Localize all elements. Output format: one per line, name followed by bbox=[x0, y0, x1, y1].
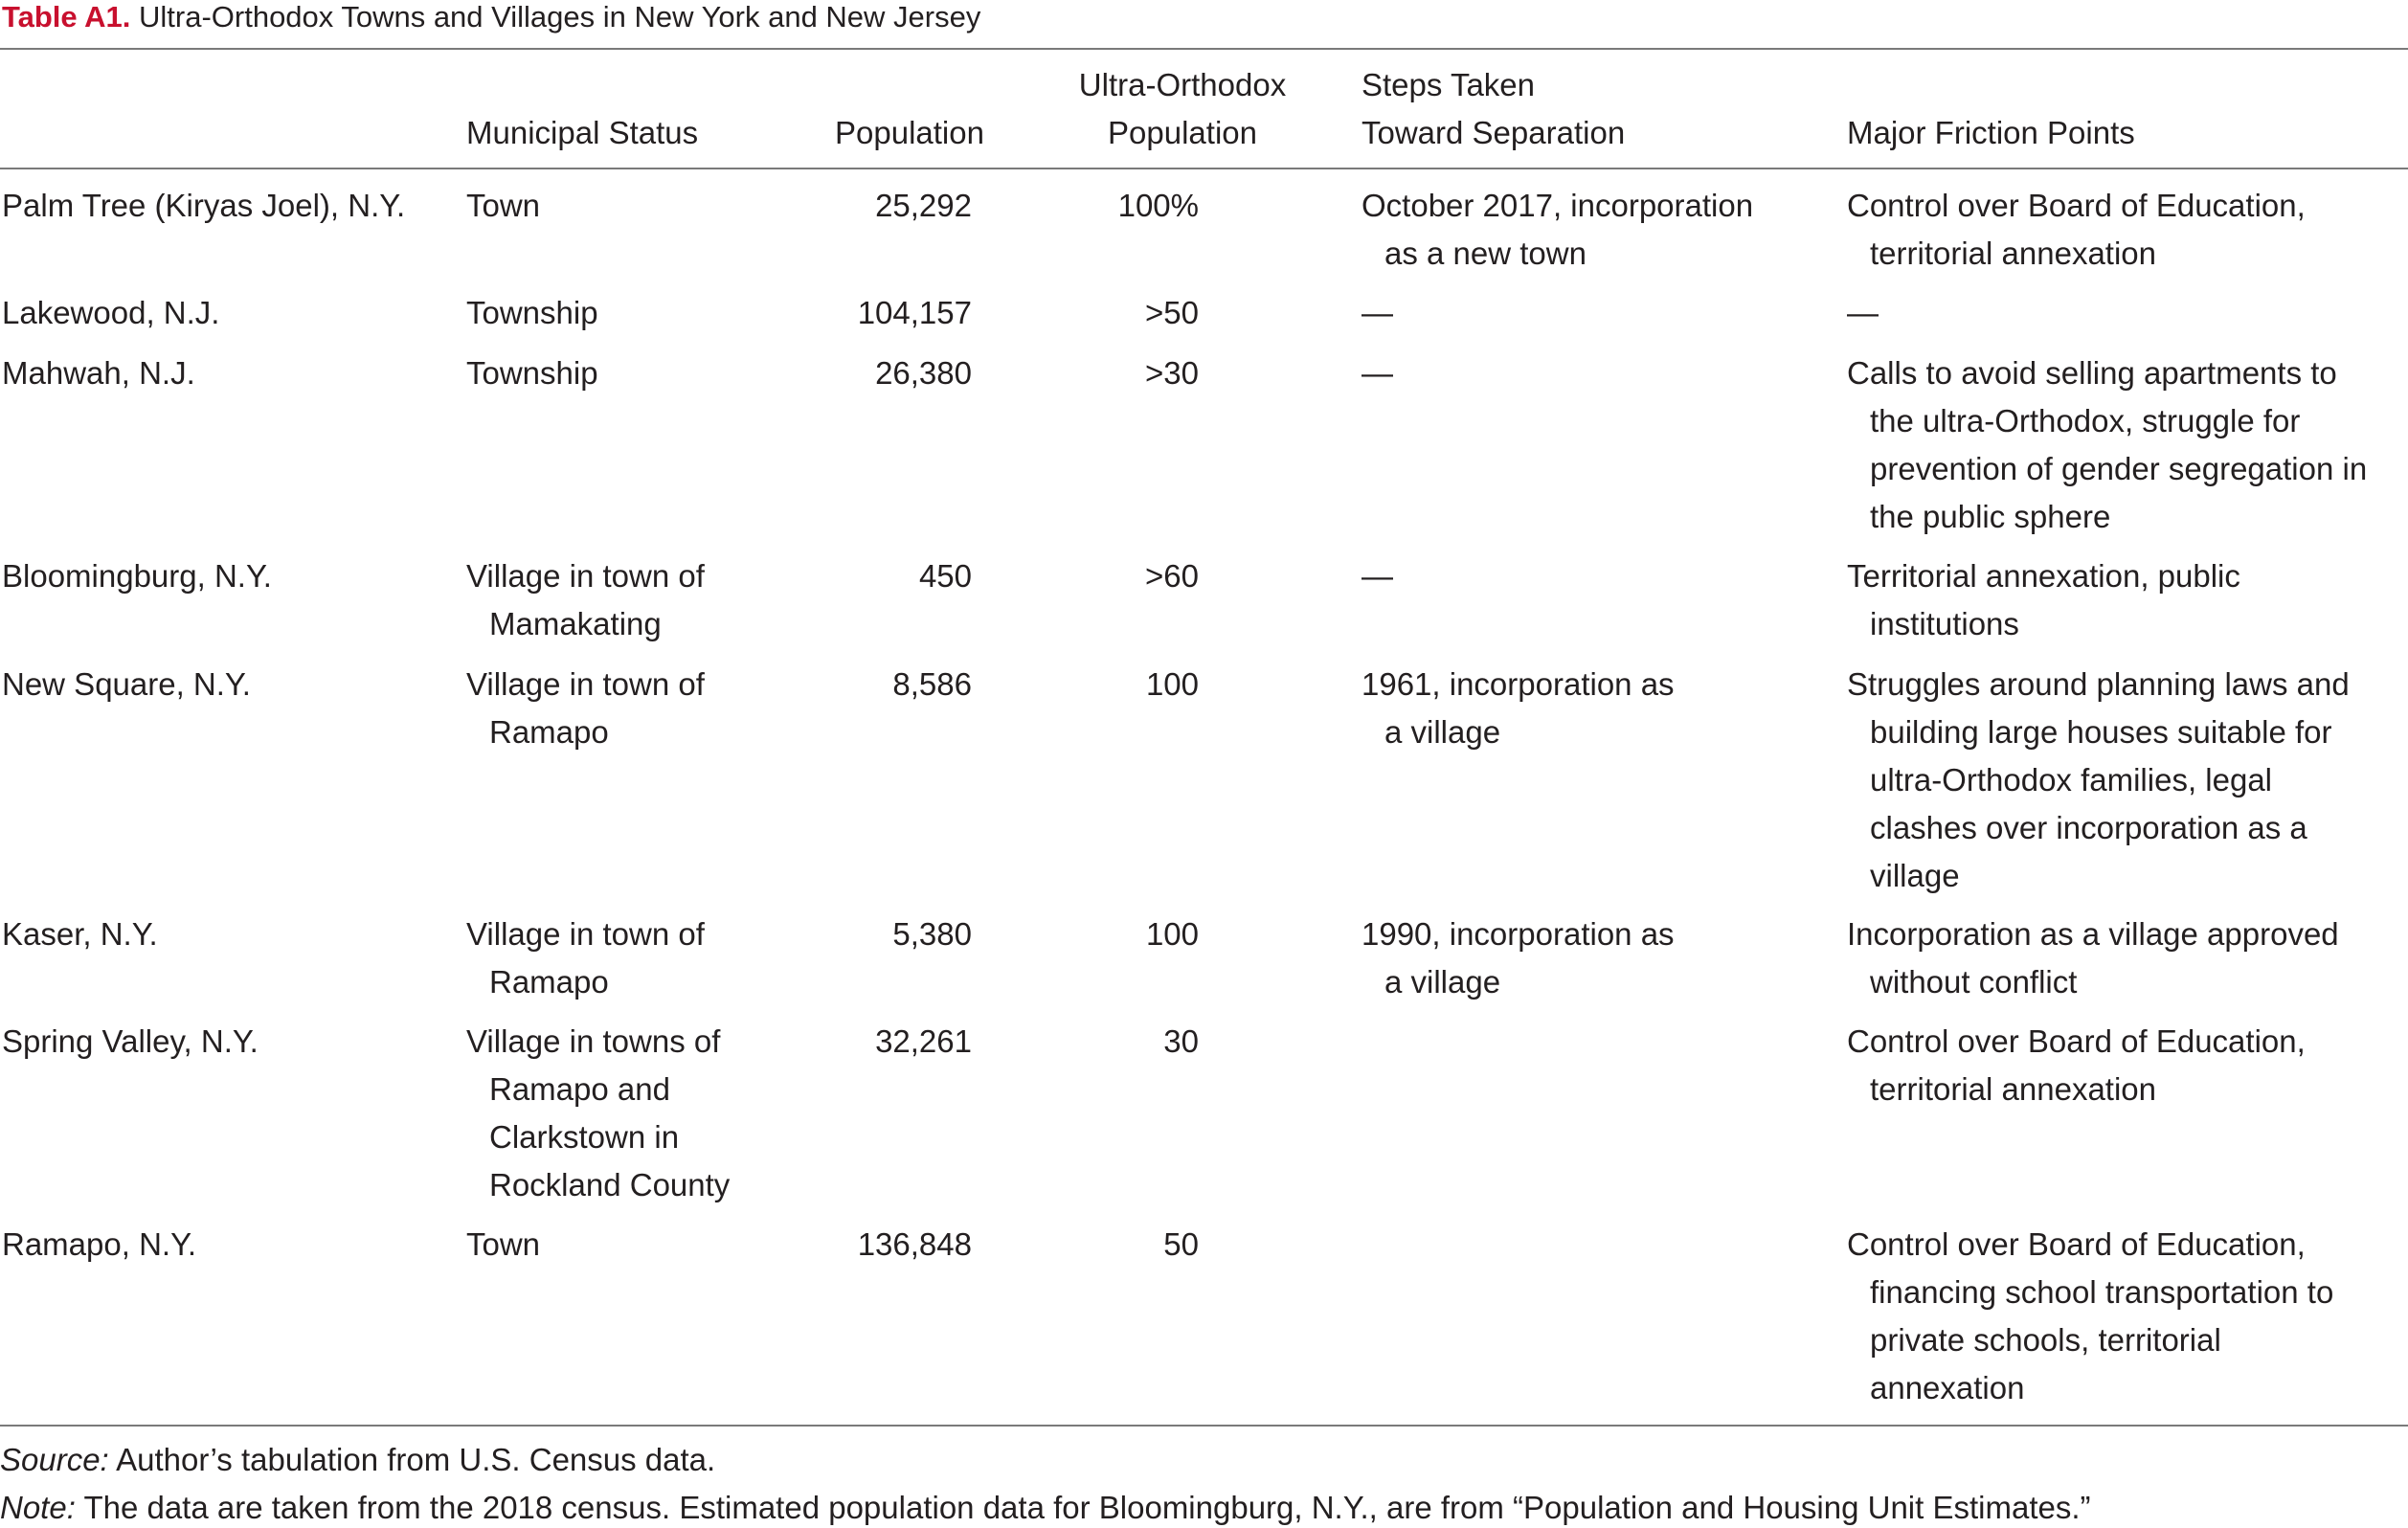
table-caption bbox=[2, 0, 980, 42]
header-uo-line1: Ultra-Orthodox bbox=[1078, 67, 1287, 102]
cell-friction-line: Incorporation as a village approved bbox=[1847, 916, 2339, 952]
cell-status-line: Township bbox=[466, 295, 598, 330]
cell-status-line: Town bbox=[466, 188, 541, 223]
cell-status-line: Village in town of bbox=[466, 666, 705, 702]
cell-population: 136,848 bbox=[857, 1226, 972, 1262]
cell-friction bbox=[1847, 349, 2367, 541]
cell-friction bbox=[1847, 289, 1879, 337]
header-steps bbox=[1362, 61, 1625, 157]
cell-friction-line: Calls to avoid selling apartments to bbox=[1847, 355, 2337, 391]
cell-friction bbox=[1847, 910, 2339, 1006]
cell-steps-line: as a new town bbox=[1384, 236, 1587, 271]
cell-steps-line: October 2017, incorporation bbox=[1362, 188, 1754, 223]
cell-friction-line: territorial annexation bbox=[1870, 236, 2156, 271]
cell-status bbox=[466, 661, 705, 756]
cell-status-line: Clarkstown in bbox=[489, 1119, 680, 1155]
header-friction: Major Friction Points bbox=[1847, 115, 2135, 150]
cell-uo: 100 bbox=[1145, 916, 1199, 952]
cell-status-line: Village in towns of bbox=[466, 1023, 721, 1059]
source-label: Source: bbox=[0, 1442, 109, 1477]
cell-friction bbox=[1847, 552, 2240, 648]
cell-steps bbox=[1362, 289, 1393, 337]
cell-friction-line: without conflict bbox=[1870, 964, 2078, 1000]
cell-place: New Square, N.Y. bbox=[2, 666, 251, 702]
cell-friction-line: Struggles around planning laws and bbox=[1847, 666, 2350, 702]
cell-place: Kaser, N.Y. bbox=[2, 916, 158, 952]
note-text: The data are taken from the 2018 census. Estimated population data for Bloomingburg, N.Y., are from “Population and Housing Unit Estimates.” bbox=[75, 1490, 2091, 1525]
cell-place: Palm Tree (Kiryas Joel), N.Y. bbox=[2, 188, 406, 223]
cell-friction-line: annexation bbox=[1870, 1370, 2025, 1405]
cell-uo: >60 bbox=[1145, 558, 1199, 594]
cell-population: 104,157 bbox=[857, 295, 972, 330]
cell-friction-line: the ultra-Orthodox, struggle for bbox=[1870, 403, 2301, 438]
cell-steps-line: — bbox=[1362, 558, 1393, 594]
cell-steps bbox=[1362, 910, 1675, 1006]
header-uo-population bbox=[1044, 61, 1321, 157]
cell-friction-line: — bbox=[1847, 295, 1879, 330]
header-rule bbox=[0, 168, 2408, 169]
cell-uo: 30 bbox=[1163, 1023, 1199, 1059]
cell-status bbox=[466, 182, 540, 230]
cell-status-line: Town bbox=[466, 1226, 541, 1262]
bottom-rule bbox=[0, 1425, 2408, 1427]
header-municipal-status: Municipal Status bbox=[466, 115, 699, 150]
cell-status bbox=[466, 552, 705, 648]
header-steps-line2: Toward Separation bbox=[1362, 115, 1626, 150]
cell-place: Lakewood, N.J. bbox=[2, 295, 220, 330]
cell-friction-line: clashes over incorporation as a bbox=[1870, 810, 2307, 845]
cell-friction-line: private schools, territorial bbox=[1870, 1322, 2221, 1358]
table-label: Table A1. bbox=[2, 0, 131, 34]
note-label: Note: bbox=[0, 1490, 76, 1525]
cell-status-line: Rockland County bbox=[489, 1167, 731, 1202]
cell-steps bbox=[1362, 349, 1393, 397]
cell-friction bbox=[1847, 1018, 2306, 1113]
cell-steps-line: — bbox=[1362, 295, 1393, 330]
cell-friction bbox=[1847, 1221, 2333, 1412]
cell-place: Spring Valley, N.Y. bbox=[2, 1023, 259, 1059]
cell-status bbox=[466, 289, 598, 337]
cell-steps-line: a village bbox=[1384, 964, 1501, 1000]
cell-population: 8,586 bbox=[892, 666, 972, 702]
cell-friction-line: territorial annexation bbox=[1870, 1071, 2156, 1107]
header-population: Population bbox=[835, 115, 984, 150]
cell-status-line: Ramapo bbox=[489, 714, 609, 750]
cell-population: 25,292 bbox=[875, 188, 972, 223]
cell-friction-line: Control over Board of Education, bbox=[1847, 1023, 2306, 1059]
cell-steps-line: 1990, incorporation as bbox=[1362, 916, 1675, 952]
cell-steps bbox=[1362, 552, 1393, 600]
cell-friction-line: ultra-Orthodox families, legal bbox=[1870, 762, 2273, 798]
cell-place: Ramapo, N.Y. bbox=[2, 1226, 196, 1262]
cell-steps-line: a village bbox=[1384, 714, 1501, 750]
header-steps-line1: Steps Taken bbox=[1362, 67, 1536, 102]
cell-friction-line: building large houses suitable for bbox=[1870, 714, 2332, 750]
source-text: Author’s tabulation from U.S. Census data. bbox=[108, 1442, 716, 1477]
cell-status bbox=[466, 1221, 540, 1269]
cell-status-line: Village in town of bbox=[466, 916, 705, 952]
cell-status bbox=[466, 910, 705, 1006]
cell-place: Mahwah, N.J. bbox=[2, 355, 195, 391]
cell-population: 32,261 bbox=[875, 1023, 972, 1059]
cell-friction-line: the public sphere bbox=[1870, 499, 2111, 534]
cell-uo: 100% bbox=[1117, 188, 1199, 223]
cell-place: Bloomingburg, N.Y. bbox=[2, 558, 272, 594]
cell-status bbox=[466, 349, 598, 397]
cell-friction bbox=[1847, 182, 2306, 278]
cell-status-line: Township bbox=[466, 355, 598, 391]
cell-population: 450 bbox=[918, 558, 972, 594]
cell-uo: >50 bbox=[1145, 295, 1199, 330]
cell-friction bbox=[1847, 661, 2350, 900]
cell-friction-line: village bbox=[1870, 858, 1960, 893]
cell-steps bbox=[1362, 182, 1753, 278]
cell-status-line: Mamakating bbox=[489, 606, 662, 641]
cell-steps-line: 1961, incorporation as bbox=[1362, 666, 1675, 702]
cell-status-line: Village in town of bbox=[466, 558, 705, 594]
cell-uo: 100 bbox=[1145, 666, 1199, 702]
cell-friction-line: Control over Board of Education, bbox=[1847, 1226, 2306, 1262]
source-note bbox=[0, 1436, 715, 1484]
cell-friction-line: Control over Board of Education, bbox=[1847, 188, 2306, 223]
cell-uo: >30 bbox=[1145, 355, 1199, 391]
cell-friction-line: institutions bbox=[1870, 606, 2019, 641]
cell-status-line: Ramapo bbox=[489, 964, 609, 1000]
cell-friction-line: financing school transportation to bbox=[1870, 1274, 2334, 1310]
cell-steps-line: — bbox=[1362, 355, 1393, 391]
cell-friction-line: Territorial annexation, public bbox=[1847, 558, 2240, 594]
cell-friction-line: prevention of gender segregation in bbox=[1870, 451, 2368, 486]
data-note bbox=[0, 1484, 2091, 1528]
cell-population: 5,380 bbox=[892, 916, 972, 952]
cell-steps bbox=[1362, 661, 1675, 756]
header-uo-line2: Population bbox=[1108, 115, 1257, 150]
table-title: Ultra-Orthodox Towns and Villages in New York and New Jersey bbox=[139, 0, 981, 34]
cell-uo: 50 bbox=[1163, 1226, 1199, 1262]
cell-status-line: Ramapo and bbox=[489, 1071, 670, 1107]
cell-population: 26,380 bbox=[875, 355, 972, 391]
top-rule bbox=[0, 48, 2408, 50]
